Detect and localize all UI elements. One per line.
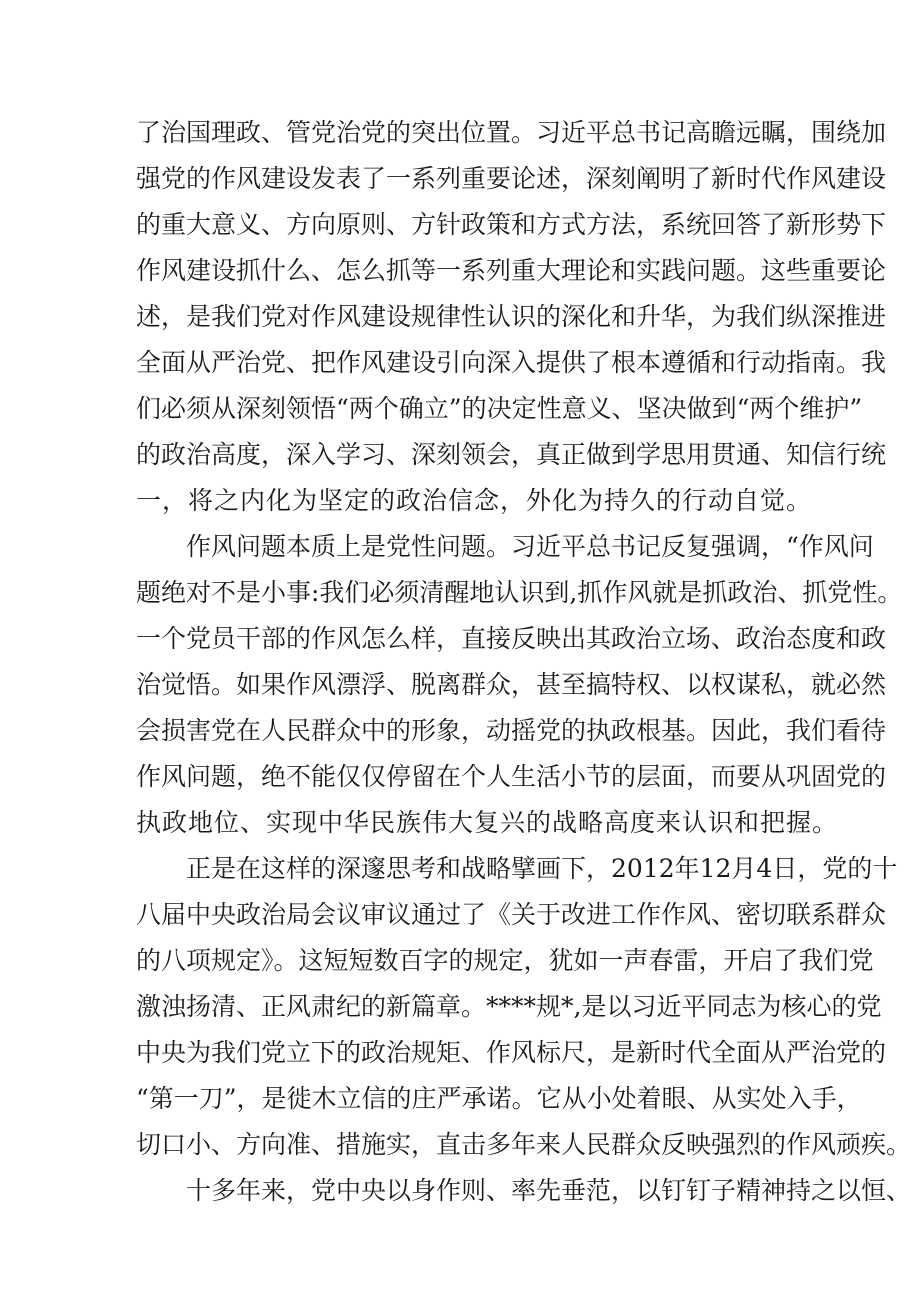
paragraph-line: 激浊扬清、正风肃纪的新篇章。****规*,是以习近平同志为核心的党 [136,992,882,1021]
paragraph-line: 全面从严治党、把作风建设引向深入提供了根本遵循和行动指南。我 [136,348,887,377]
paragraph-first-line: 十多年来，党中央以身作则、率先垂范，以钉钉子精神持之以恒、 [186,1176,912,1205]
paragraph-line: 们必须从深刻领悟“两个确立”的决定性意义、坚决做到“两个维护” [136,394,863,423]
paragraph-line: 述，是我们党对作风建设规律性认识的深化和升华，为我们纵深推进 [136,302,887,331]
paragraph-line: 作风建设抓什么、怎么抓等一系列重大理论和实践问题。这些重要论 [136,256,887,285]
paragraph-last-line: 一，将之内化为坚定的政治信念，外化为持久的行动自觉。 [136,486,813,515]
paragraph-line: 的政治高度，深入学习、深刻领会，真正做到学思用贯通、知信行统 [136,440,887,469]
paragraph-line: 了治国理政、管党治党的突出位置。习近平总书记高瞻远瞩，围绕加 [136,118,887,147]
paragraph-line: “第一刀”，是徙木立信的庄严承诺。它从小处着眼、从实处入手， [136,1084,862,1113]
paragraph-line: 一个党员干部的作风怎么样，直接反映出其政治立场、政治态度和政 [136,624,887,653]
paragraph-line: 作风问题，绝不能仅仅停留在个人生活小节的层面，而要从巩固党的 [136,762,887,791]
paragraph-line: 强党的作风建设发表了一系列重要论述，深刻阐明了新时代作风建设 [136,164,887,193]
paragraph-line: 中央为我们党立下的政治规矩、作风标尺，是新时代全面从严治党的 [136,1038,887,1067]
paragraph-line: 的重大意义、方向原则、方针政策和方式方法，系统回答了新形势下 [136,210,887,239]
paragraph-line: 切口小、方向准、措施实，直击多年来人民群众反映强烈的作风顽疾。 [136,1130,912,1159]
paragraph-last-line: 执政地位、实现中华民族伟大复兴的战略高度来认识和把握。 [136,808,839,837]
paragraph-first-line: 作风问题本质上是党性问题。习近平总书记反复强调，“作风问 [186,532,874,561]
paragraph-line: 会损害党在人民群众中的形象，动摇党的执政根基。因此，我们看待 [136,716,887,745]
paragraph-line: 八届中央政治局会议审议通过了《关于改进工作作风、密切联系群众 [136,900,887,929]
paragraph-line: 的八项规定》。这短短数百字的规定，犹如一声春雷，开启了我们党 [136,946,874,975]
paragraph-line: 治觉悟。如果作风漂浮、脱离群众，甚至搞特权、以权谋私，就必然 [136,670,887,699]
paragraph-line: 题绝对不是小事:我们必须清醒地认识到,抓作风就是抓政治、抓党性。 [136,578,903,607]
paragraph-first-line: 正是在这样的深邃思考和战略擘画下，2012年12月4日，党的十 [186,854,898,883]
